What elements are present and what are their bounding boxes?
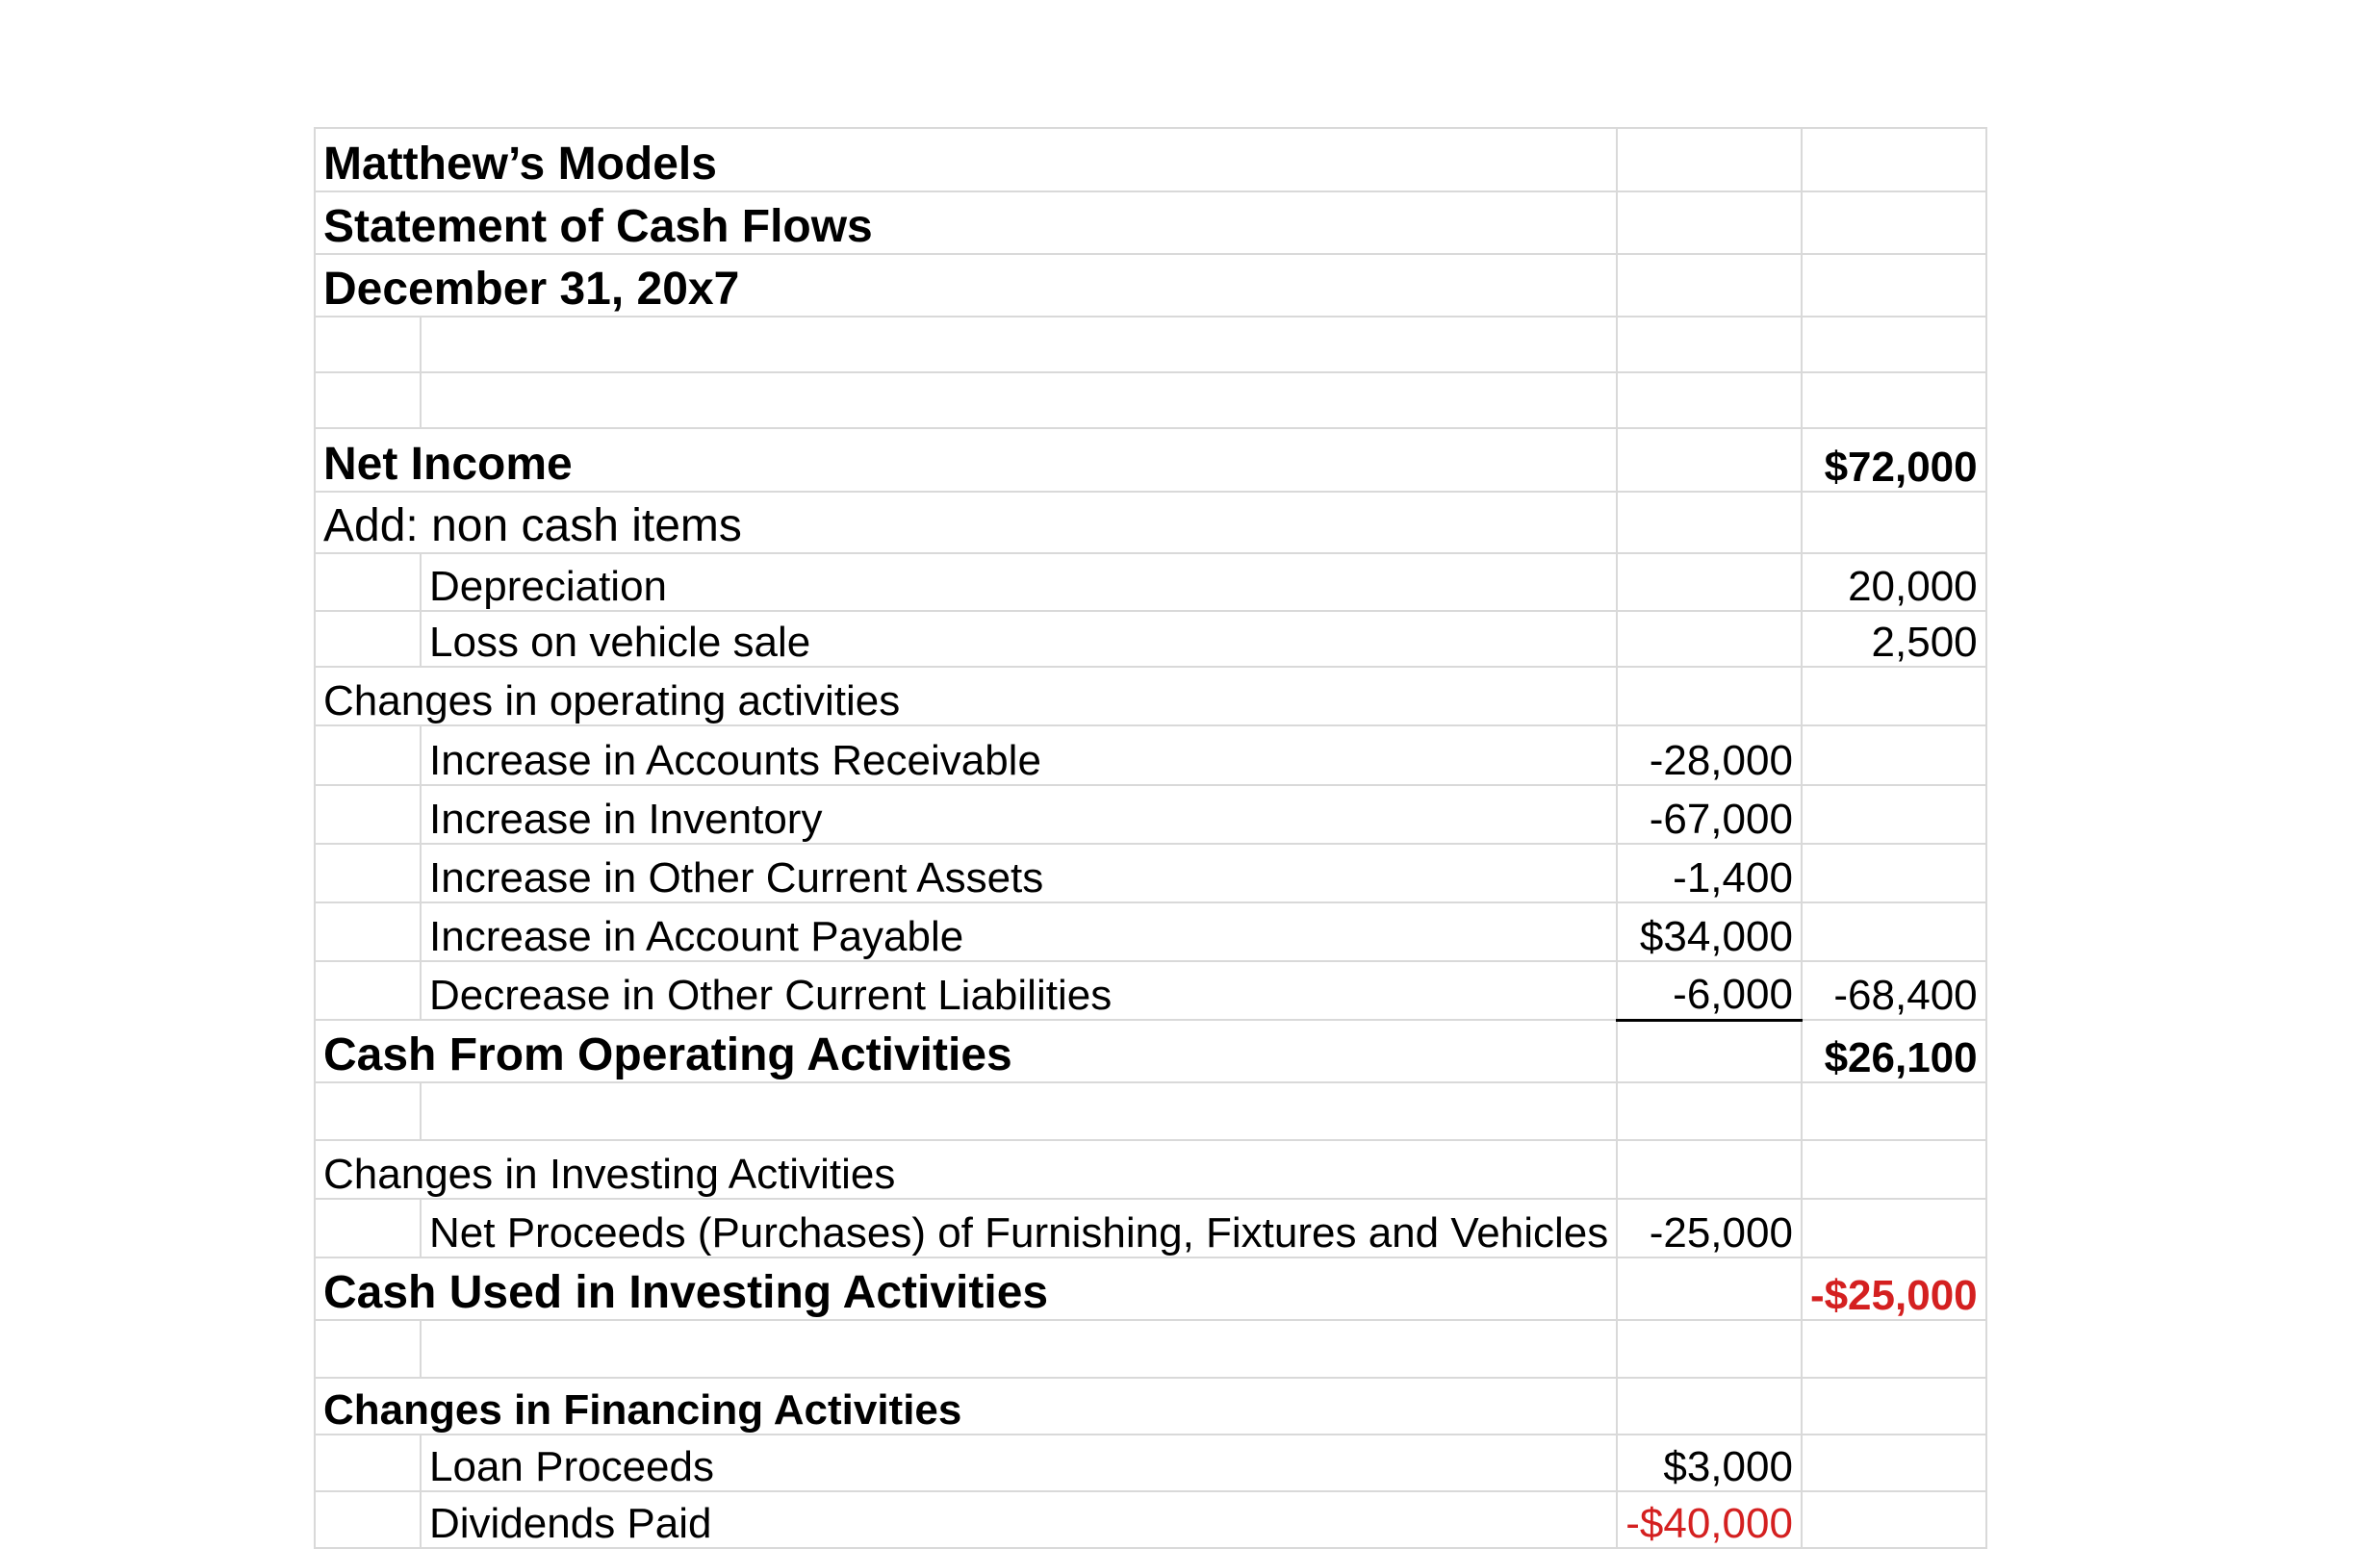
table-row xyxy=(315,1435,1986,1491)
depreciation-row xyxy=(315,553,1986,611)
table-row xyxy=(315,191,1986,254)
table-row xyxy=(315,128,1986,191)
table-row xyxy=(315,902,1986,961)
table-row xyxy=(315,961,1986,1020)
statement-date: December 31, 20x7 xyxy=(315,254,1617,317)
financing-item-label: Loan Proceeds xyxy=(421,1435,1617,1491)
financing-item-value: -$40,000 xyxy=(1617,1491,1802,1548)
financing-item-value: $3,000 xyxy=(1617,1435,1802,1491)
investing-total-label: Cash Used in Investing Activities xyxy=(315,1257,1617,1320)
table-row xyxy=(315,667,1986,725)
empty-row xyxy=(315,317,1986,372)
cash-flow-statement-table xyxy=(314,127,1987,1549)
financing-item-label: Dividends Paid xyxy=(421,1491,1617,1548)
table-row xyxy=(315,1378,1986,1435)
table-row xyxy=(315,254,1986,317)
operating-item-label: Decrease in Other Current Liabilities xyxy=(421,961,1617,1020)
financing-changes-label: Changes in Financing Activities xyxy=(315,1378,1617,1435)
noncash-items-label: Add: non cash items xyxy=(315,492,1617,553)
investing-item-label: Net Proceeds (Purchases) of Furnishing, Fixtures and Vehicles xyxy=(421,1199,1617,1257)
operating-item-value: $34,000 xyxy=(1617,902,1802,961)
table-row xyxy=(315,1140,1986,1199)
statement-title: Statement of Cash Flows xyxy=(315,191,1617,254)
net-income-row xyxy=(315,428,1986,492)
net-income-label: Net Income xyxy=(315,428,1617,492)
operating-item-label: Increase in Account Payable xyxy=(421,902,1617,961)
loss-label: Loss on vehicle sale xyxy=(421,611,1617,667)
company-name: Matthew’s Models xyxy=(315,128,1617,191)
table-row xyxy=(315,725,1986,785)
loss-value: 2,500 xyxy=(1802,611,1986,667)
table-row xyxy=(315,1491,1986,1548)
operating-item-label: Increase in Other Current Assets xyxy=(421,844,1617,902)
operating-total-value: $26,100 xyxy=(1802,1020,1986,1082)
operating-item-value: -67,000 xyxy=(1617,785,1802,844)
empty-row xyxy=(315,372,1986,428)
investing-total-value: -$25,000 xyxy=(1802,1257,1986,1320)
table-row xyxy=(315,492,1986,553)
operating-changes-label: Changes in operating activities xyxy=(315,667,1617,725)
table-row xyxy=(315,1199,1986,1257)
operating-item-label: Increase in Inventory xyxy=(421,785,1617,844)
table-row xyxy=(315,785,1986,844)
empty-row xyxy=(315,1082,1986,1140)
investing-changes-label: Changes in Investing Activities xyxy=(315,1140,1617,1199)
operating-changes-total: -68,400 xyxy=(1802,961,1986,1020)
investing-total-row xyxy=(315,1257,1986,1320)
table-row xyxy=(315,844,1986,902)
operating-item-value: -6,000 xyxy=(1617,961,1802,1020)
operating-total-label: Cash From Operating Activities xyxy=(315,1020,1617,1082)
investing-item-value: -25,000 xyxy=(1617,1199,1802,1257)
empty-row xyxy=(315,1320,1986,1378)
operating-item-label: Increase in Accounts Receivable xyxy=(421,725,1617,785)
operating-item-value: -28,000 xyxy=(1617,725,1802,785)
operating-total-row xyxy=(315,1020,1986,1082)
loss-row xyxy=(315,611,1986,667)
depreciation-value: 20,000 xyxy=(1802,553,1986,611)
depreciation-label: Depreciation xyxy=(421,553,1617,611)
operating-item-value: -1,400 xyxy=(1617,844,1802,902)
net-income-value: $72,000 xyxy=(1802,428,1986,492)
